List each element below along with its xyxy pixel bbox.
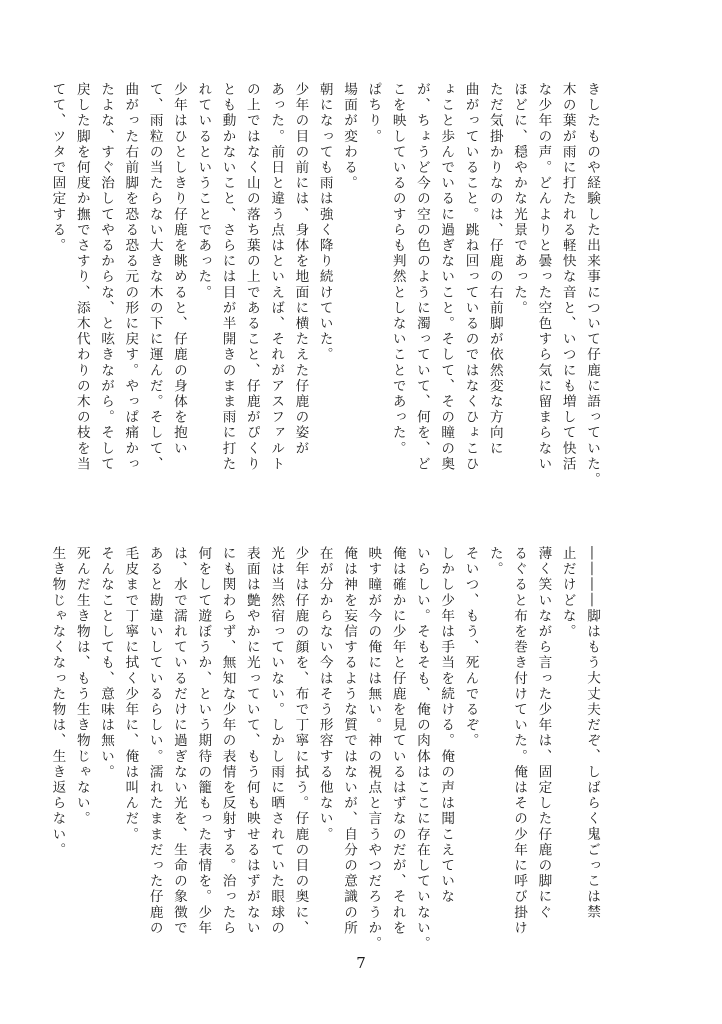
text-line: が、ちょうど今の空の色のように濁っていて、何を、ど xyxy=(413,82,430,472)
text-line: 俺は神を妄信するような質ではないが、自分の意識の所 xyxy=(341,546,358,936)
text-line: きしたものや経験した出来事について仔鹿に語っていた。 xyxy=(584,82,600,488)
text-line: 俺は確かに少年と仔鹿を見ているはずなのだが、それを xyxy=(389,546,406,936)
text-column-block-top xyxy=(49,82,604,520)
text-line: 少年は仔鹿の顔を、布で丁寧に拭う。仔鹿の目の奥に、 xyxy=(292,546,309,936)
text-line: の上ではなく山の落ち葉の上であること、仔鹿がぴくり xyxy=(243,82,260,472)
text-line: 何をして遊ぼうか、という期待の籠もった表情を。少年 xyxy=(195,546,212,936)
text-line: 生き物じゃなくなった物は、生き返らない。 xyxy=(49,546,66,858)
text-line: こを映しているのすらも判然としないことであった。 xyxy=(389,82,406,457)
text-line: たよな、すぐ治してやるからな、と呟きながら。そして xyxy=(98,82,115,472)
text-line: てて、ツタで固定する。 xyxy=(49,82,66,254)
text-line: て、雨粒の当たらない大きな木の下に運んだ。そして、 xyxy=(146,82,163,472)
text-line: ただ気掛かりなのは、仔鹿の右前脚が依然変な方向に xyxy=(486,82,503,457)
text-line: 曲がった右前脚を恐る恐る元の形に戻す。やっぱ痛かっ xyxy=(122,82,139,472)
text-line: ぱちり。 xyxy=(365,82,382,145)
text-line: あった。前日と違う点はといえば、それがアスファルト xyxy=(268,82,285,472)
text-line: 木の葉が雨に打たれる軽快な音と、いつにも増して快活 xyxy=(559,82,576,472)
text-line: そんなことしても、意味は無い。 xyxy=(98,546,115,780)
text-line: 死んだ生き物は、もう生き物じゃない。 xyxy=(73,546,90,827)
text-line: な少年の声。どんよりと曇った空色すら気に留まらない xyxy=(535,82,552,472)
text-line: 毛皮まで丁寧に拭く少年に、俺は叫んだ。 xyxy=(122,546,139,843)
text-line: 曲がっていること。跳ね回っているのではなくひょこひ xyxy=(462,82,479,472)
text-line: るぐると布を巻き付けていた。俺はその少年に呼び掛け xyxy=(511,546,528,936)
text-line: しかし少年は手当を続ける。俺の声は聞こえていな xyxy=(438,546,455,905)
text-line: 表面は艶やかに光っていて、もう何も映せるはずがない xyxy=(243,546,260,936)
text-line: は、水で濡れているだけに過ぎない光を、生命の象徴で xyxy=(170,546,187,936)
text-line: あると勘違いしているらしい。濡れたままだった仔鹿の xyxy=(146,546,163,936)
text-column-block-bottom xyxy=(49,546,604,952)
text-line: にも関わらず、無知な少年の表情を反射する。治ったら xyxy=(219,546,236,936)
text-line: いらしい。そもそも、俺の肉体はここに存在していない。 xyxy=(413,546,430,952)
text-line: 止だけどな。 xyxy=(559,546,576,640)
text-line: そいつ、もう、死んでるぞ。 xyxy=(462,546,479,749)
text-line: ――――脚はもう大丈夫だぞ、しばらく鬼ごっこは禁 xyxy=(584,546,600,921)
text-line: 在が分からない今はそう形容する他ない。 xyxy=(316,546,333,843)
text-line: た。 xyxy=(486,546,503,578)
text-line: 場面が変わる。 xyxy=(341,82,358,192)
text-line: 戻した脚を何度か撫でさすり、添木代わりの木の枝を当 xyxy=(73,82,90,472)
page-number: 7 xyxy=(356,954,366,972)
text-line: ほどに、穏やかな光景であった。 xyxy=(511,82,528,316)
text-line: 薄く笑いながら言った少年は、固定した仔鹿の脚にぐ xyxy=(535,546,552,921)
text-line: とも動かないこと、さらには目が半開きのまま雨に打た xyxy=(219,82,236,472)
text-line: ょこと歩んでいるに過ぎないこと。そして、その瞳の奥 xyxy=(438,82,455,472)
text-line: 少年はひとしきり仔鹿を眺めると、仔鹿の身体を抱い xyxy=(170,82,187,457)
text-line: 少年の目の前には、身体を地面に横たえた仔鹿の姿が xyxy=(292,82,309,457)
text-line: 朝になっても雨は強く降り続けていた。 xyxy=(316,82,333,363)
text-line: 映す瞳が今の俺には無い。神の視点と言うやつだろうか。 xyxy=(365,546,382,952)
text-line: れているということであった。 xyxy=(195,82,212,301)
text-line: 光は当然宿っていない。しかし雨に晒されていた眼球の xyxy=(268,546,285,936)
